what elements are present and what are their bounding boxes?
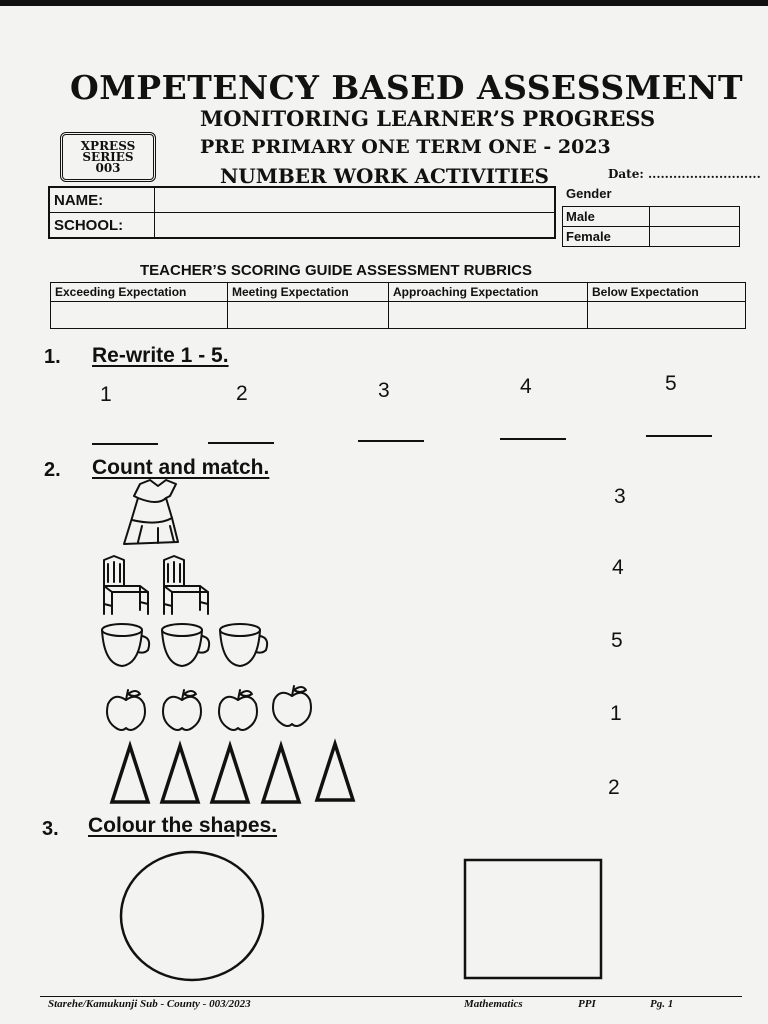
question-2-number: 2. [44, 459, 61, 481]
badge-line-1: XPRESS [80, 139, 136, 153]
answer-line[interactable] [358, 440, 424, 442]
apple-icon [273, 686, 311, 726]
count-pictures [0, 476, 400, 816]
badge-line-3: 003 [95, 161, 121, 175]
chair-icon [164, 556, 208, 614]
rewrite-digit: 3 [378, 379, 390, 402]
question-2-text: Count and match. [92, 456, 270, 479]
rubric-col-below: Below Expectation [588, 283, 746, 302]
rubric-cell-approaching[interactable] [389, 302, 588, 329]
assessment-title: OMPETENCY BASED ASSESSMENT [70, 68, 744, 107]
rubric-table [50, 282, 746, 329]
apple-icon [107, 690, 145, 730]
rubric-cell-below[interactable] [588, 302, 746, 329]
square-shape[interactable] [465, 860, 601, 978]
triangle-icon [162, 746, 198, 802]
cup-icon [102, 624, 149, 666]
match-number: 4 [612, 556, 624, 579]
answer-line[interactable] [646, 435, 712, 437]
answer-line[interactable] [500, 438, 566, 440]
colour-shapes [110, 846, 610, 986]
match-number: 3 [614, 485, 626, 508]
rubric-title: TEACHER’S SCORING GUIDE ASSESSMENT RUBRICS [140, 262, 532, 279]
question-3-text: Colour the shapes. [88, 814, 278, 837]
badge-line-2: SERIES [82, 150, 134, 164]
question-3-number: 3. [42, 818, 59, 840]
rubric-cell-exceeding[interactable] [51, 302, 228, 329]
gender-label: Gender [566, 186, 612, 201]
footer-subject: Mathematics [464, 998, 523, 1010]
match-number: 1 [610, 702, 622, 725]
rewrite-digit: 5 [665, 372, 677, 395]
match-number: 2 [608, 776, 620, 799]
series-badge [60, 132, 156, 182]
circle-shape[interactable] [121, 852, 263, 980]
dress-icon [124, 480, 178, 544]
rubric-col-meeting: Meeting Expectation [228, 283, 389, 302]
triangle-icon [263, 746, 299, 802]
date-field: Date: ........................... [608, 167, 761, 181]
rubric-col-exceeding: Exceeding Expectation [51, 283, 228, 302]
triangle-icon [212, 746, 248, 802]
gender-table [562, 206, 740, 247]
rubric-col-approaching: Approaching Expectation [389, 283, 588, 302]
triangle-icon [112, 746, 148, 802]
footer-class: PPI [578, 998, 596, 1010]
name-field[interactable] [155, 187, 556, 213]
question-1-number: 1. [44, 346, 61, 368]
apple-icon [163, 690, 201, 730]
rubric-cell-meeting[interactable] [228, 302, 389, 329]
name-label: NAME: [49, 187, 155, 213]
cup-icon [220, 624, 267, 666]
gender-female-box[interactable] [650, 227, 740, 247]
answer-line[interactable] [92, 443, 158, 445]
apple-icon [219, 690, 257, 730]
gender-male-box[interactable] [650, 207, 740, 227]
gender-option-female: Female [563, 227, 650, 247]
rewrite-digit: 2 [236, 382, 248, 405]
cup-icon [162, 624, 209, 666]
assessment-subtitle: MONITORING LEARNER’S PROGRESS [200, 106, 656, 131]
match-number: 5 [611, 629, 623, 652]
footer-page: Pg. 1 [650, 998, 674, 1010]
learner-details-table [48, 186, 556, 239]
answer-line[interactable] [208, 442, 274, 444]
rewrite-digit: 1 [100, 383, 112, 406]
footer-divider [40, 996, 742, 997]
triangle-icon [317, 744, 353, 800]
subject-title: NUMBER WORK ACTIVITIES [220, 164, 549, 188]
question-1-text: Re-write 1 - 5. [92, 344, 229, 367]
footer-location: Starehe/Kamukunji Sub - County - 003/2023 [48, 998, 251, 1010]
school-label: SCHOOL: [49, 213, 155, 239]
gender-option-male: Male [563, 207, 650, 227]
school-field[interactable] [155, 213, 556, 239]
rewrite-digit: 4 [520, 375, 532, 398]
chair-icon [104, 556, 148, 614]
class-term: PRE PRIMARY ONE TERM ONE - 2023 [200, 136, 611, 158]
